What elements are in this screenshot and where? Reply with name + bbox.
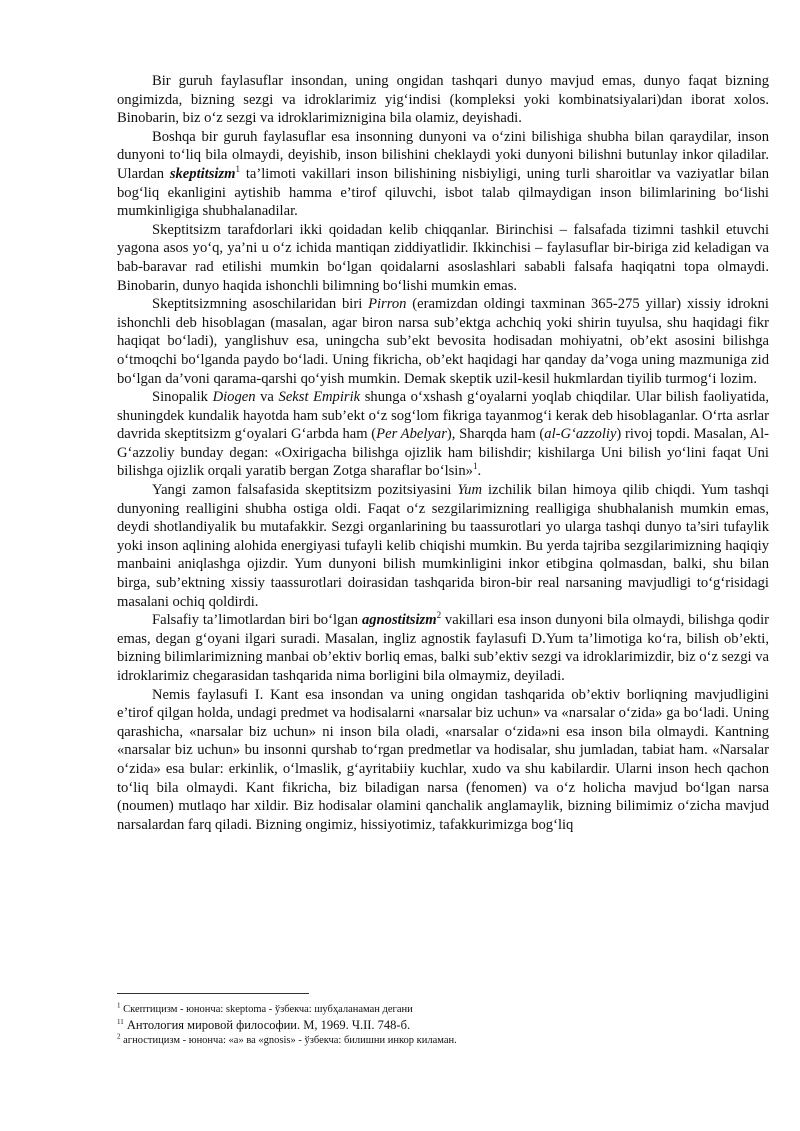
name-emphasis: Yum [457,482,483,499]
text-run: ) rivoj topdi. Masalan, Al-G‘azzoliy bunday degan: «Oxirigacha bilishga ojizlik ham bilishdir; kishilarga Uni bilish yo‘lini faqat Uni bilishga ojizlik orqali yaratib bergan Zotga sharaflar bo‘lsin» [117,426,769,480]
text-run: Skeptitsizm tarafdorlari ikki qoidadan kelib chiqqanlar. Birinchisi – falsafada tizimni tashkil etuvchi yagona asos yo‘q, ya’ni u o‘z ichida mantiqan ziddiyatlidir. Ikkinchisi – faylasuflar bir-biriga zid keladigan va bab-baravar rad etilishi mumkin bo‘lgan qoidalarni asoslashlari sababli falsafa haqiqatni topa olmaydi. Binobarin, dunyo haqida ishonchli bilimning bo‘lishi mumkin emas. [117,221,769,294]
name-emphasis: Diogen [212,389,256,406]
footnote-mark: 11 [117,1017,124,1026]
paragraph [117,611,769,685]
text-run: . [477,463,482,480]
name-emphasis: al-G‘azzoliy [544,426,617,443]
footnotes-section [117,993,769,1049]
text-run: Skeptitsizmning asoschilaridan biri [152,296,369,313]
text-run: ), Sharqda ham ( [446,426,545,443]
paragraph [117,128,769,221]
footnote-ref: 1 [472,461,478,472]
footnote [117,1018,769,1034]
footnote [117,1033,769,1049]
footnote-mark: 2 [117,1032,121,1041]
term-emphasis: skeptitsizm [169,165,236,182]
text-run: Nemis faylasufi I. Kant esa insondan va uning ongidan tashqarida ob’ektiv borliqning mavjudligini e’tirof qilgan holda, undagi predmet va hodisalarni «narsalar biz uchun» va «narsalar o‘zida» ga bo‘ladi. Uning qarashicha, «narsalar biz uchun» ni inson bila oladi, «narsalar o‘zida»ni esa inson bila olmaydi. Kantning «narsalar biz uchun» bu insonni qurshab to‘rgan predmetlar va hodisalar, shu jumladan, tabiat ham. «Narsalar o‘zida» esa bular: erkinlik, o‘lmaslik, g‘ayritabiiy kuchlar, xudo va shu kabilardir. Ularni inson hech qachon to‘liq bila olmaydi. Kant fikricha, biz biladigan narsa (fenomen) va o‘z holicha mavjud bo‘lgan narsa (noumen) mutlaqo har xildir. Biz hodisalar olamini qanchalik anglamaylik, bizning bilimimiz o‘zicha mavjud narsalardan farq qiladi. Bizning ongimiz, hissiyotimiz, tafakkurimizga bog‘liq [117,686,769,833]
footnote-separator [117,993,309,994]
text-run: Boshqa bir guruh faylasuflar esa insonning dunyoni va o‘zini bilishiga shubha bilan qaraydilar, inson dunyoni to‘liq bila olmaydi, deyishib, inson bilishini cheklaydi yoki dunyoni bilishni butunlay inkor qiladilar. Ulardan [117,128,769,182]
name-emphasis: Sekst Empirik [278,389,361,406]
name-emphasis: Pirron [368,296,407,313]
name-emphasis: Per Abelyar [376,426,447,443]
paragraph [117,481,769,611]
footnote-text: агностицизм - юнонча: «а» ва «gnosis» - ўзбекча: билишни инкор киламан. [120,1035,457,1047]
footnote-text: Антология мировой философии. М, 1969. Ч.II. 748-б. [123,1017,411,1032]
text-run: shunga o‘xshash g‘oyalarni yoqlab chiqdilar. Ular bilish faoliyatida, shuningdek kundalik hayotda ham sub’ekt o‘z sog‘lom fikriga tayanmog‘i kerak deb hisoblaganlar. O‘rta asrlar davrida skeptitsizm g‘oyalari G‘arbda ham ( [117,389,769,443]
footnote-ref: 1 [235,164,241,175]
footnote-mark: 1 [117,1001,121,1010]
text-run: vakillari esa inson dunyoni bila olmaydi, bilishga qodir emas, degan g‘oyani ilgari suradi. Masalan, ingliz agnostik faylasufi D.Yum ta’limotiga ko‘ra, bilish ob’ekti, bizning bilimlarimizning manbai ob’ektiv borliq emas, balki sub’ektiv sezgi va idroklarimizdir, biz o‘z sezgi va idroklarimiz chegarasidan tashqarida nima borligini bila olmaymiz, deyiladi. [117,612,769,684]
paragraph [117,221,769,295]
paragraph [117,686,769,835]
term-emphasis: agnostitsizm [361,612,437,629]
paragraph [117,295,769,388]
text-run: Bir guruh faylasuflar insondan, uning ongidan tashqari dunyo mavjud emas, dunyo faqat bizning ongimizda, bizning sezgi va idroklarimiz yig‘indisi (kompleksi yoki kombinatsiyalari)dan iborat xolos. Binobarin, biz o‘z sezgi va idroklarimiznigina bila olamiz, deyishadi. [117,73,769,127]
footnote-list [117,1002,769,1049]
footnote [117,1002,769,1018]
footnote-ref: 2 [436,610,442,621]
text-run: (eramizdan oldingi taxminan 365-275 yillar) xissiy idrokni ishonchli deb hisoblagan (masalan, agar biron narsa sub’ektga achchiq yoki shirin tuyulsa, shu haqidagi fikr haqiqat bo‘ladi), yanglishuv esa, uningcha sub’ekt bevosita hodisadan mohiyatni, ob’ekt asosini bilishga o‘tmoqchi bo‘lganda paydo bo‘ladi. Uning fikricha, ob’ekt haqidagi har qanday da’voga uning mazmuniga zid bo‘lgan da’voni qarama-qarshi qo‘yish mumkin. Demak skeptik uzil-kesil hukmlardan tiyilib turmog‘i lozim. [117,296,769,387]
text-run: izchilik bilan himoya qilib chiqdi. Yum tashqi dunyoning realligini shubha ostiga oldi. Faqat o‘z sezgilarimizning realligiga shubhalanish mumkin emas, deydi shotlandiyalik bu mutafakkir. Sezgi organlarining bu taassurotlari yo ularga tashqi dunyo ta’siri tufaylik yoki inson aqlining alohida energiyasi tufayli kelib chiqishi mumkin. Bu yerda tajriba sezgilarimizning haqiqiy manbaini aniqlashga ojizdir. Yum dunyoni bilish mumkinligini inkor etibgina qolmasdan, balki, shu bilan birga, sub’ektning xissiy taassurotlari doirasidan tashqarida biron-bir real narsaning mavjudligi to‘g‘risidagi masalani ochiq qoldirdi. [117,482,769,610]
text-run: Yangi zamon falsafasida skeptitsizm pozitsiyasini [152,482,458,499]
text-run: va [255,389,279,406]
text-run: ta’limoti vakillari inson bilishining nisbiyligi, uning turli sharoitlar va vaziyatlar bilan bog‘liq ekanligini aytishib hamma e’tirof qiluvchi, isbot talab qilmaydigan inson bilimlarining bo‘lishi mumkinligiga shubhalanadilar. [117,165,769,220]
document-body [117,72,769,834]
text-run: Sinopalik [152,389,213,406]
paragraph [117,388,769,481]
footnote-text: Скептицизм - юнонча: skeptoma - ўзбекча: шубҳаланаман дегани [120,1004,413,1015]
text-run: Falsafiy ta’limotlardan biri bo‘lgan [152,612,362,629]
paragraph [117,72,769,128]
